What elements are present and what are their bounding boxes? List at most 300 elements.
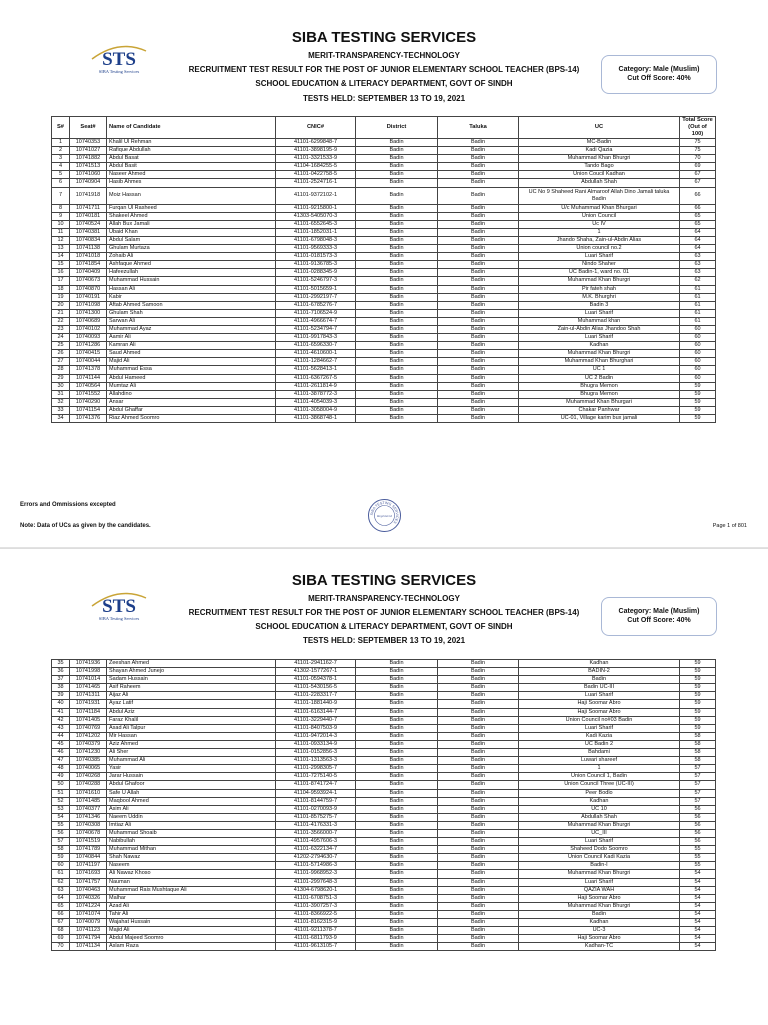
cell-score: 57 — [680, 765, 716, 773]
cell-sno: 2 — [52, 147, 70, 155]
cell-score: 63 — [680, 253, 716, 261]
cell-name: Abdul Aziz — [107, 708, 276, 716]
cell-score: 64 — [680, 236, 716, 244]
cell-score: 54 — [680, 878, 716, 886]
cell-seat: 10741552 — [70, 390, 107, 398]
table-row — [52, 147, 716, 155]
cell-seat: 10741197 — [70, 862, 107, 870]
cell-score: 59 — [680, 398, 716, 406]
cell-seat: 10740564 — [70, 382, 107, 390]
cell-cnic: 41104-1684255-5 — [276, 163, 356, 171]
cell-district: Badin — [356, 927, 438, 935]
cell-cnic: 41101-4966674-7 — [276, 317, 356, 325]
cell-seat: 10741014 — [70, 676, 107, 684]
cell-score: 58 — [680, 740, 716, 748]
category-box — [601, 55, 717, 94]
cell-seat: 10741931 — [70, 700, 107, 708]
cell-district: Badin — [356, 342, 438, 350]
table-row — [52, 350, 716, 358]
cell-sno: 65 — [52, 902, 70, 910]
cell-seat: 10741485 — [70, 797, 107, 805]
cell-name: Shakeel Ahmed — [107, 212, 276, 220]
table-row — [52, 277, 716, 285]
cell-sno: 69 — [52, 935, 70, 943]
cell-name: Faraz Khalil — [107, 716, 276, 724]
cell-uc: Luari Sharif — [519, 692, 680, 700]
cell-seat: 10740102 — [70, 325, 107, 333]
cell-sno: 42 — [52, 716, 70, 724]
cell-uc: Muhammad Khan Bhurgri — [519, 821, 680, 829]
cell-sno: 55 — [52, 821, 70, 829]
cell-name: Ghulam Shah — [107, 309, 276, 317]
cell-cnic: 41101-4054039-3 — [276, 398, 356, 406]
org-title: SIBA TESTING SERVICES — [291, 572, 477, 589]
cell-score: 59 — [680, 716, 716, 724]
cell-score: 57 — [680, 773, 716, 781]
cell-taluka: Badin — [438, 789, 519, 797]
cell-district: Badin — [356, 374, 438, 382]
cell-district: Badin — [356, 919, 438, 927]
cell-score: 55 — [680, 854, 716, 862]
cell-district: Badin — [356, 781, 438, 789]
cell-name: Muhammad Rais Mushtaque Ali — [107, 886, 276, 894]
cell-seat: 10741134 — [70, 943, 107, 951]
cell-district: Badin — [356, 943, 438, 951]
cell-cnic: 41101-9372102-1 — [276, 187, 356, 204]
cell-name: Riaz Ahmed Soomro — [107, 415, 276, 423]
cell-cnic: 41101-9136785-3 — [276, 261, 356, 269]
table-row — [52, 236, 716, 244]
cell-cnic: 41101-7106524-9 — [276, 309, 356, 317]
cell-taluka: Badin — [438, 700, 519, 708]
cell-sno: 67 — [52, 919, 70, 927]
cell-cnic: 41304-6798620-1 — [276, 886, 356, 894]
cell-name: Muhammad Ayaz — [107, 325, 276, 333]
table-row — [52, 740, 716, 748]
cell-uc: UC No 9 Shaheed Rani Almaroof Allah Dino Jamali taluka Badin — [519, 187, 680, 204]
cell-name: Hasib Ahmes — [107, 179, 276, 187]
cell-seat: 10740379 — [70, 740, 107, 748]
cell-cnic: 41101-3868748-1 — [276, 415, 356, 423]
cell-district: Badin — [356, 676, 438, 684]
cell-taluka: Badin — [438, 821, 519, 829]
cell-score: 62 — [680, 277, 716, 285]
cell-taluka: Badin — [438, 708, 519, 716]
table-row — [52, 797, 716, 805]
cell-uc: Union Council no#03 Badin — [519, 716, 680, 724]
cell-taluka: Badin — [438, 919, 519, 927]
cell-name: Ali Nawaz Khoso — [107, 870, 276, 878]
table-row — [52, 309, 716, 317]
cell-district: Badin — [356, 155, 438, 163]
cell-name: Abdul Salam — [107, 236, 276, 244]
cell-sno: 46 — [52, 749, 70, 757]
cell-seat: 10741098 — [70, 301, 107, 309]
cell-cnic: 41101-7275140-5 — [276, 773, 356, 781]
cell-sno: 43 — [52, 724, 70, 732]
cell-name: Aslam Raza — [107, 943, 276, 951]
cell-cnic: 41101-5015659-1 — [276, 285, 356, 293]
cell-seat: 10740353 — [70, 139, 107, 147]
cell-uc: Kadhan — [519, 919, 680, 927]
cell-name: Kamran Ali — [107, 342, 276, 350]
cell-seat: 10741286 — [70, 342, 107, 350]
cell-score: 59 — [680, 676, 716, 684]
cell-cnic: 41101-6367267-5 — [276, 374, 356, 382]
cell-seat: 10741794 — [70, 935, 107, 943]
cell-name: Abdul Basat — [107, 155, 276, 163]
cell-cnic: 41101-9211378-7 — [276, 927, 356, 935]
cell-uc: UC-3 — [519, 927, 680, 935]
sts-stamp-icon — [367, 498, 402, 533]
cell-uc: Jhando Shaha, Zain-ul-Abdin Alias — [519, 236, 680, 244]
cell-seat: 10740385 — [70, 757, 107, 765]
table-row — [52, 757, 716, 765]
table-row — [52, 668, 716, 676]
cell-district: Badin — [356, 245, 438, 253]
cell-district: Badin — [356, 854, 438, 862]
cell-name: Ansar — [107, 398, 276, 406]
cell-taluka: Badin — [438, 829, 519, 837]
table-row — [52, 301, 716, 309]
cell-uc: Muhammad Khan Bhurgri — [519, 277, 680, 285]
cell-score: 59 — [680, 692, 716, 700]
cell-sno: 20 — [52, 301, 70, 309]
logo-tagline: SIBA Testing Services — [98, 69, 140, 74]
motto: MERIT-TRANSPARENCY-TECHNOLOGY — [308, 594, 460, 603]
cell-district: Badin — [356, 773, 438, 781]
department: SCHOOL EDUCATION & LITERACY DEPARTMENT, GOVT OF SINDH — [255, 622, 513, 631]
table-row — [52, 829, 716, 837]
table-row — [52, 220, 716, 228]
cell-taluka: Badin — [438, 366, 519, 374]
table-row — [52, 773, 716, 781]
cell-uc: Uc IV — [519, 220, 680, 228]
results-table — [51, 116, 716, 423]
cell-uc: UC_III — [519, 829, 680, 837]
cell-taluka: Badin — [438, 220, 519, 228]
col-header-name: Name of Candidate — [107, 117, 276, 139]
results-body — [52, 660, 716, 951]
cell-uc: Union Council 1, Badin — [519, 773, 680, 781]
cell-taluka: Badin — [438, 692, 519, 700]
cell-sno: 9 — [52, 212, 70, 220]
cell-score: 54 — [680, 935, 716, 943]
cell-uc: UC Badin-1, ward no. 01 — [519, 269, 680, 277]
svg-text:Registered: Registered — [377, 514, 392, 518]
cell-score: 58 — [680, 749, 716, 757]
cell-district: Badin — [356, 668, 438, 676]
table-row — [52, 390, 716, 398]
cell-taluka: Badin — [438, 935, 519, 943]
cell-district: Badin — [356, 829, 438, 837]
col-header-uc: UC — [519, 117, 680, 139]
table-row — [52, 789, 716, 797]
cell-uc: Tando Bago — [519, 163, 680, 171]
cell-seat: 10741154 — [70, 406, 107, 414]
cell-sno: 49 — [52, 773, 70, 781]
cell-seat: 10741144 — [70, 374, 107, 382]
cell-district: Badin — [356, 870, 438, 878]
cell-district: Badin — [356, 660, 438, 668]
cell-name: Kabir — [107, 293, 276, 301]
cell-sno: 37 — [52, 676, 70, 684]
cell-district: Badin — [356, 204, 438, 212]
cell-taluka: Badin — [438, 245, 519, 253]
cell-score: 54 — [680, 927, 716, 935]
cell-district: Badin — [356, 902, 438, 910]
result-title: RECRUITMENT TEST RESULT FOR THE POST OF JUNIOR ELEMENTARY SCHOOL TEACHER (BPS-14) — [188, 65, 580, 74]
cell-sno: 35 — [52, 660, 70, 668]
cell-taluka: Badin — [438, 390, 519, 398]
cell-cnic: 41101-0152856-3 — [276, 749, 356, 757]
cell-cnic: 41101-4176331-3 — [276, 821, 356, 829]
cell-district: Badin — [356, 415, 438, 423]
cell-taluka: Badin — [438, 854, 519, 862]
table-row — [52, 749, 716, 757]
cell-taluka: Badin — [438, 765, 519, 773]
table-row — [52, 212, 716, 220]
cell-score: 64 — [680, 245, 716, 253]
cell-score: 63 — [680, 269, 716, 277]
cell-uc: Bhugra Memon — [519, 382, 680, 390]
cell-cnic: 41101-3321533-9 — [276, 155, 356, 163]
cell-seat: 10740381 — [70, 228, 107, 236]
cell-name: Rafique Abdullah — [107, 147, 276, 155]
sts-logo — [88, 41, 150, 79]
cell-district: Badin — [356, 813, 438, 821]
cell-sno: 58 — [52, 846, 70, 854]
cell-cnic: 41101-6785276-7 — [276, 301, 356, 309]
cell-score: 61 — [680, 285, 716, 293]
cell-name: Moiz Hassan — [107, 187, 276, 204]
cell-sno: 14 — [52, 253, 70, 261]
cell-taluka: Badin — [438, 163, 519, 171]
cell-score: 59 — [680, 382, 716, 390]
cell-seat: 10741230 — [70, 749, 107, 757]
cell-cnic: 41101-2998305-7 — [276, 765, 356, 773]
cell-name: Yasir — [107, 765, 276, 773]
cell-cnic: 41101-6322134-7 — [276, 846, 356, 854]
cell-taluka: Badin — [438, 910, 519, 918]
cell-sno: 11 — [52, 228, 70, 236]
cell-taluka: Badin — [438, 212, 519, 220]
cell-district: Badin — [356, 789, 438, 797]
table-row — [52, 660, 716, 668]
cell-name: Saud Ahmed — [107, 350, 276, 358]
cell-taluka: Badin — [438, 862, 519, 870]
cell-district: Badin — [356, 366, 438, 374]
cell-score: 60 — [680, 374, 716, 382]
cell-score: 75 — [680, 139, 716, 147]
cell-taluka: Badin — [438, 139, 519, 147]
cell-score: 60 — [680, 342, 716, 350]
cell-uc: Peer Bodlo — [519, 789, 680, 797]
cell-uc: Union council no.2 — [519, 245, 680, 253]
cell-name: Jarar Hussain — [107, 773, 276, 781]
cell-sno: 54 — [52, 813, 70, 821]
cell-seat: 10741138 — [70, 245, 107, 253]
cell-cnic: 41101-9613105-7 — [276, 943, 356, 951]
cell-district: Badin — [356, 163, 438, 171]
cell-name: Aamir Ali — [107, 334, 276, 342]
cell-sno: 61 — [52, 870, 70, 878]
cell-uc: Abdullah Shah — [519, 179, 680, 187]
cell-cnic: 41101-9215800-1 — [276, 204, 356, 212]
cell-district: Badin — [356, 228, 438, 236]
cell-sno: 21 — [52, 309, 70, 317]
cell-district: Badin — [356, 277, 438, 285]
cell-taluka: Badin — [438, 684, 519, 692]
cell-sno: 13 — [52, 245, 70, 253]
sts-logo-icon — [88, 41, 150, 71]
cell-sno: 63 — [52, 886, 70, 894]
cell-score: 75 — [680, 147, 716, 155]
cutoff-label: Cut Off Score: 40% — [627, 617, 691, 624]
cell-taluka: Badin — [438, 334, 519, 342]
cell-seat: 10741018 — [70, 253, 107, 261]
cell-cnic: 41101-9917843-3 — [276, 334, 356, 342]
cell-district: Badin — [356, 749, 438, 757]
cell-sno: 48 — [52, 765, 70, 773]
cell-taluka: Badin — [438, 797, 519, 805]
cell-seat: 10740409 — [70, 269, 107, 277]
cell-name: Wajahat Hussain — [107, 919, 276, 927]
cell-score: 57 — [680, 797, 716, 805]
cell-taluka: Badin — [438, 724, 519, 732]
cell-district: Badin — [356, 732, 438, 740]
cell-name: Shah Nawaz — [107, 854, 276, 862]
cell-seat: 10741465 — [70, 684, 107, 692]
cell-sno: 64 — [52, 894, 70, 902]
cell-seat: 10740673 — [70, 277, 107, 285]
cell-name: Tahir Ali — [107, 910, 276, 918]
table-row — [52, 684, 716, 692]
cell-taluka: Badin — [438, 943, 519, 951]
cell-uc: UC 1 — [519, 366, 680, 374]
cell-taluka: Badin — [438, 293, 519, 301]
cell-taluka: Badin — [438, 927, 519, 935]
cell-seat: 10740678 — [70, 829, 107, 837]
cell-seat: 10740181 — [70, 212, 107, 220]
cell-seat: 10740290 — [70, 398, 107, 406]
cell-uc: Kadi Qazia — [519, 147, 680, 155]
cell-score: 56 — [680, 821, 716, 829]
cell-uc: 1 — [519, 228, 680, 236]
motto: MERIT-TRANSPARENCY-TECHNOLOGY — [308, 51, 460, 60]
cell-sno: 4 — [52, 163, 70, 171]
table-row — [52, 846, 716, 854]
cell-district: Badin — [356, 757, 438, 765]
cell-sno: 40 — [52, 700, 70, 708]
cell-district: Badin — [356, 301, 438, 309]
cell-seat: 10741519 — [70, 838, 107, 846]
cell-cnic: 41101-6552645-3 — [276, 220, 356, 228]
table-row — [52, 838, 716, 846]
col-header-sno: S# — [52, 117, 70, 139]
cell-taluka: Badin — [438, 894, 519, 902]
cell-cnic: 41101-5430156-5 — [276, 684, 356, 692]
cell-district: Badin — [356, 325, 438, 333]
cell-cnic: 41101-6299848-7 — [276, 139, 356, 147]
table-row — [52, 676, 716, 684]
cell-name: Aijaz Ali — [107, 692, 276, 700]
cell-seat: 10741693 — [70, 870, 107, 878]
cell-uc: QAZIA WAH — [519, 886, 680, 894]
cell-cnic: 41101-6798048-3 — [276, 236, 356, 244]
table-row — [52, 366, 716, 374]
cell-district: Badin — [356, 886, 438, 894]
cell-seat: 10741378 — [70, 366, 107, 374]
cell-taluka: Badin — [438, 155, 519, 163]
cell-district: Badin — [356, 269, 438, 277]
cell-name: Ashfaque Ahmed — [107, 261, 276, 269]
cell-taluka: Badin — [438, 757, 519, 765]
cell-uc: Nindo Shaher — [519, 261, 680, 269]
cell-name: Abdul Basit — [107, 163, 276, 171]
org-title: SIBA TESTING SERVICES — [291, 29, 477, 46]
cell-cnic: 41101-1313563-3 — [276, 757, 356, 765]
cell-score: 56 — [680, 805, 716, 813]
cell-name: Zohaib Ali — [107, 253, 276, 261]
cell-seat: 10741854 — [70, 261, 107, 269]
cell-seat: 10740093 — [70, 334, 107, 342]
table-row — [52, 179, 716, 187]
cell-uc: Union Council Kadi Kazia — [519, 854, 680, 862]
cell-district: Badin — [356, 261, 438, 269]
cell-cnic: 41101-8407503-9 — [276, 724, 356, 732]
cell-uc: 1 — [519, 765, 680, 773]
cell-score: 64 — [680, 228, 716, 236]
table-row — [52, 358, 716, 366]
cell-name: Majid Ali — [107, 358, 276, 366]
cell-district: Badin — [356, 358, 438, 366]
cell-district: Badin — [356, 398, 438, 406]
table-row — [52, 139, 716, 147]
results-body — [52, 139, 716, 423]
cell-score: 59 — [680, 415, 716, 423]
cell-cnic: 41101-3898195-9 — [276, 147, 356, 155]
cell-name: Allahdino — [107, 390, 276, 398]
cell-uc: U/c Muhammad Khan Bhurgari — [519, 204, 680, 212]
cell-score: 59 — [680, 708, 716, 716]
cell-taluka: Badin — [438, 668, 519, 676]
cell-sno: 56 — [52, 829, 70, 837]
cell-cnic: 41101-0181573-3 — [276, 253, 356, 261]
cell-cnic: 41101-2283317-7 — [276, 692, 356, 700]
cell-sno: 19 — [52, 293, 70, 301]
col-header-score: Total Score (Out of 100) — [680, 117, 716, 139]
cell-name: Abdul Ghafoor — [107, 781, 276, 789]
cell-name: Ubaid Khan — [107, 228, 276, 236]
cell-name: Muhammad Hussain — [107, 277, 276, 285]
cell-name: Azad Ali — [107, 902, 276, 910]
cell-name: Shayan Ahmed Junejo — [107, 668, 276, 676]
cell-seat: 10741789 — [70, 846, 107, 854]
cell-score: 61 — [680, 293, 716, 301]
cell-sno: 33 — [52, 406, 70, 414]
table-row — [52, 878, 716, 886]
cell-sno: 1 — [52, 139, 70, 147]
cell-cnic: 41101-4610600-1 — [276, 350, 356, 358]
cell-name: Khalil Ul Rehman — [107, 139, 276, 147]
table-row — [52, 910, 716, 918]
result-page-2 — [0, 548, 768, 1025]
cell-taluka: Badin — [438, 317, 519, 325]
logo-tagline: SIBA Testing Services — [98, 616, 140, 621]
cell-cnic: 41101-3878772-3 — [276, 390, 356, 398]
cell-taluka: Badin — [438, 732, 519, 740]
